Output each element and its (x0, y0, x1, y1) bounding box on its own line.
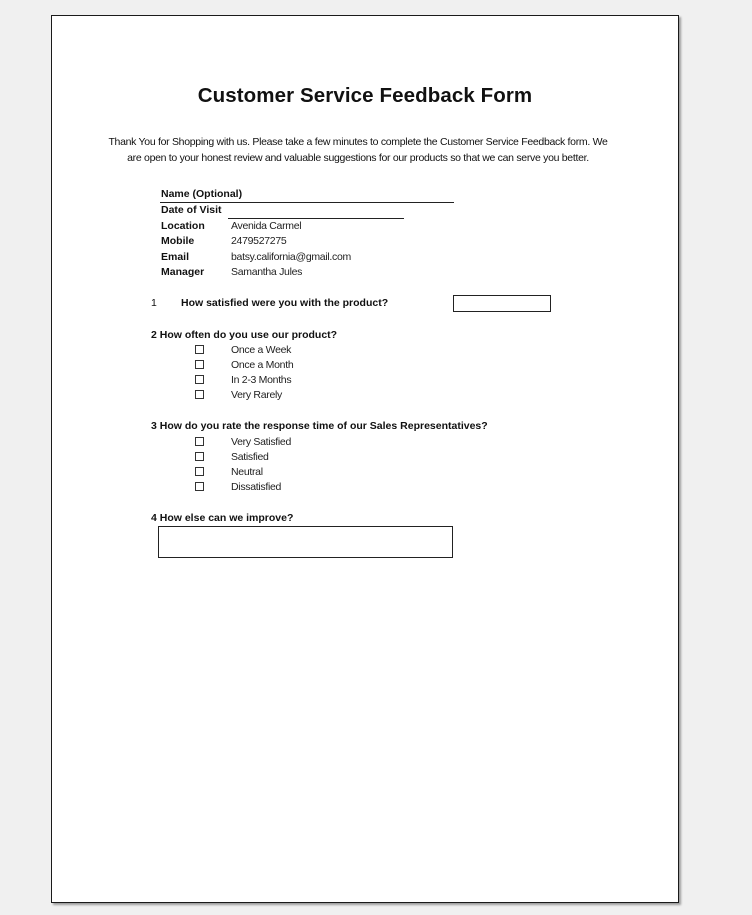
q2-heading (151, 329, 337, 341)
q2-option-in-2-3-months-checkbox[interactable] (195, 375, 204, 384)
form-title: Customer Service Feedback Form (197, 84, 533, 107)
q3-heading (151, 420, 488, 432)
q3-text: How do you rate the response time of our Sales Representatives? (159, 420, 488, 432)
q3-number: 3 (151, 420, 157, 432)
q3-option-satisfied-checkbox[interactable] (195, 452, 204, 461)
q2-option-very-rarely-checkbox[interactable] (195, 390, 204, 399)
q3-option-dissatisfied-label: Dissatisfied (231, 481, 282, 493)
q3-option-neutral-label: Neutral (231, 466, 263, 478)
q1-number: 1 (151, 297, 157, 309)
q4-improvement-textbox[interactable] (158, 526, 453, 558)
q1-answer-box[interactable] (453, 295, 551, 312)
manager-value: Samantha Jules (231, 266, 303, 278)
manager-label: Manager (161, 266, 205, 278)
form-page (51, 15, 679, 903)
q3-option-very-satisfied-checkbox[interactable] (195, 437, 204, 446)
q2-number: 2 (151, 329, 157, 341)
q2-option-in-2-3-months-label: In 2-3 Months (231, 374, 292, 386)
mobile-label: Mobile (161, 235, 195, 247)
date-of-visit-field[interactable] (228, 218, 404, 219)
q4-text: How else can we improve? (159, 512, 294, 524)
name-underline (160, 202, 454, 203)
q2-text: How often do you use our product? (159, 329, 338, 341)
q2-option-once-a-month-checkbox[interactable] (195, 360, 204, 369)
mobile-value: 2479527275 (231, 235, 287, 247)
email-value: batsy.california@gmail.com (231, 251, 351, 263)
q1-text: How satisfied were you with the product? (181, 297, 389, 309)
q3-option-very-satisfied-label: Very Satisfied (231, 436, 291, 448)
email-label: Email (161, 251, 190, 263)
q3-option-neutral-checkbox[interactable] (195, 467, 204, 476)
q3-option-dissatisfied-checkbox[interactable] (195, 482, 204, 491)
name-label: Name (Optional) (161, 188, 243, 200)
location-value: Avenida Carmel (231, 220, 302, 232)
q2-option-once-a-month-label: Once a Month (231, 359, 294, 371)
q4-number: 4 (151, 512, 157, 524)
q3-option-satisfied-label: Satisfied (231, 451, 269, 463)
q2-option-once-a-week-label: Once a Week (231, 344, 292, 356)
date-of-visit-label: Date of Visit (161, 204, 222, 216)
q4-heading (151, 512, 293, 524)
form-intro: Thank You for Shopping with us. Please take a few minutes to complete the Customer Service Feedback form. We are open to your honest review and valuable suggestions for our products so that we can serve you better. (108, 136, 608, 164)
q2-option-very-rarely-label: Very Rarely (231, 389, 282, 401)
location-label: Location (161, 220, 205, 232)
q2-option-once-a-week-checkbox[interactable] (195, 345, 204, 354)
